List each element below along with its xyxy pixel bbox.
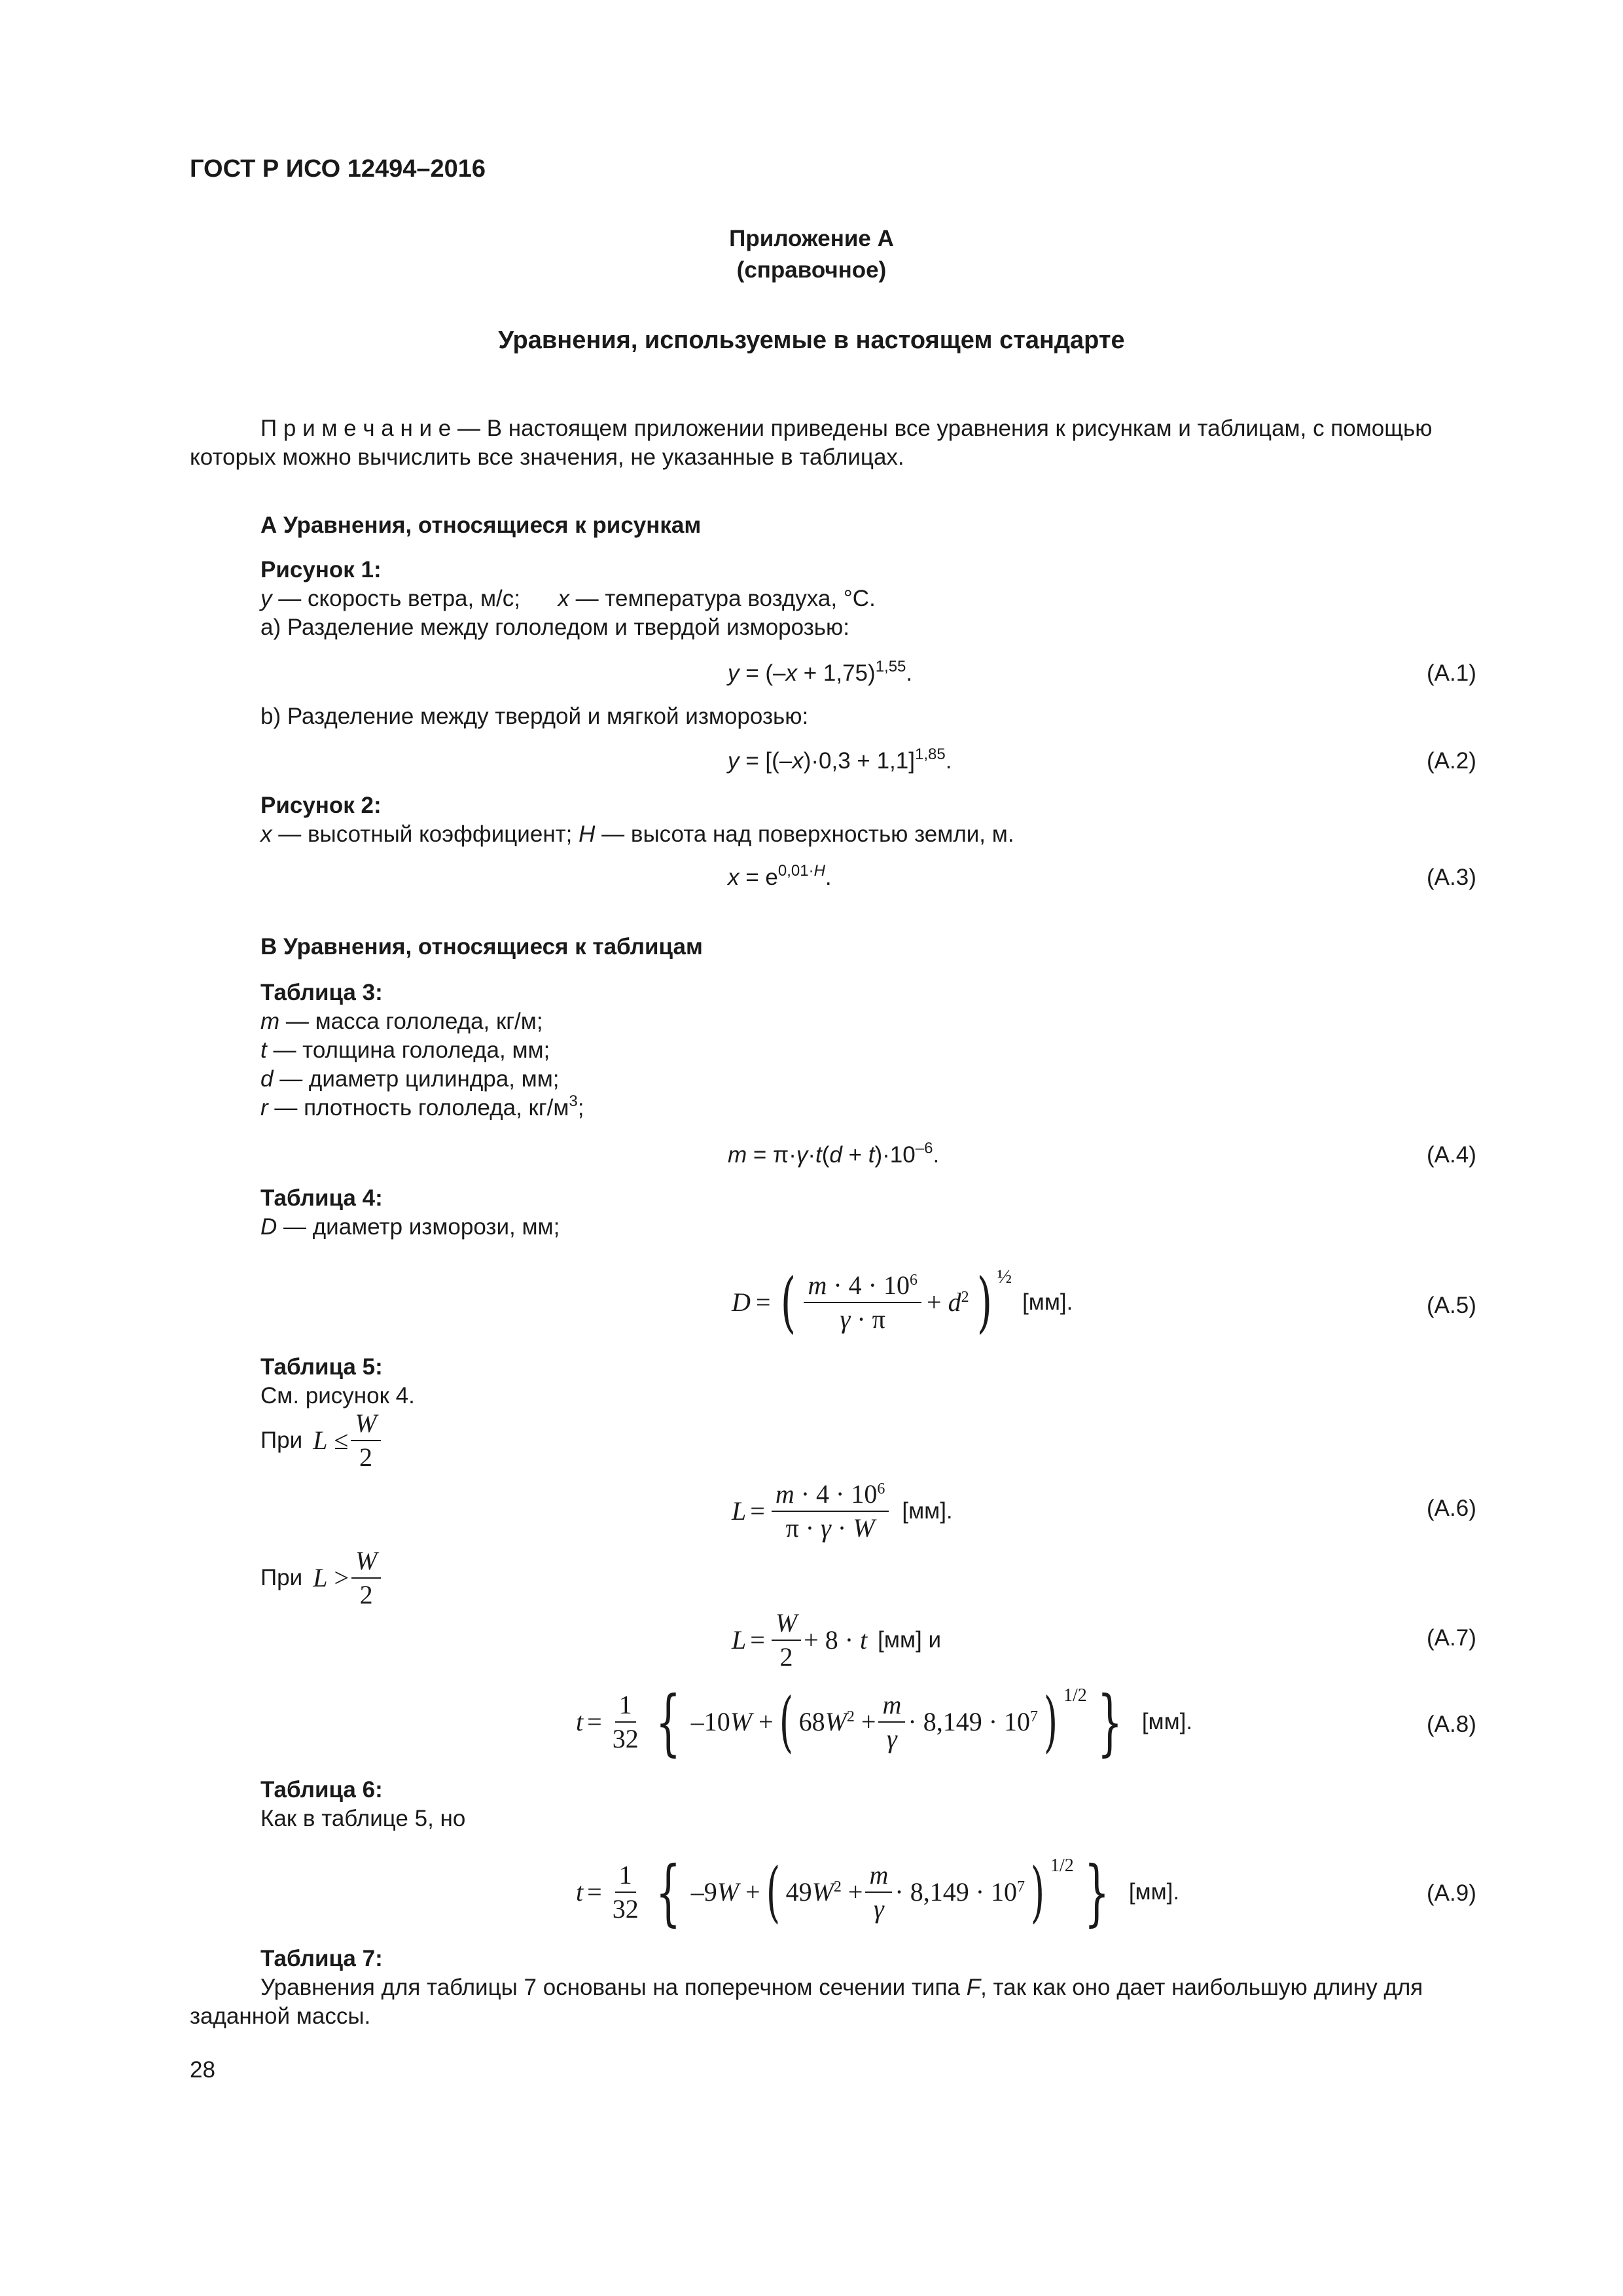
- equation-a8: t = $\frac{1}{32}$ { –10W + ( $68W^2$ + $\frac{m}{\gamma}$ · $8,149 \cdot 10^7$ ) 1/2 } [мм].: [576, 1680, 1193, 1764]
- var-x: x: [260, 821, 272, 847]
- table-4-var-d: D — диаметр изморози, мм;: [260, 1214, 560, 1240]
- table-3-var-d: d — диаметр цилиндра, мм;: [260, 1066, 560, 1092]
- figure-1-variables: [260, 584, 876, 614]
- condition-gt: При L > $\frac{W}{2}$: [260, 1549, 383, 1607]
- page-number: 28: [190, 2057, 215, 2083]
- var-y: y: [260, 586, 272, 611]
- table-6-label: Таблица 6:: [260, 1777, 383, 1803]
- equation-number-a4: (А.4): [1427, 1142, 1476, 1168]
- equation-number-a1: (А.1): [1427, 660, 1476, 686]
- section-a-heading: А Уравнения, относящиеся к рисункам: [260, 512, 702, 538]
- table-3-var-m: m — масса гололеда, кг/м;: [260, 1009, 543, 1034]
- equation-number-a6: (А.6): [1427, 1496, 1476, 1521]
- note-line-2: которых можно вычислить все значения, не указанные в таблицах.: [190, 444, 904, 470]
- figure-2-label: Рисунок 2:: [260, 793, 382, 818]
- equation-a3: $x = e^{0,01\cdot H}$.: [728, 862, 832, 890]
- note-line-1: [260, 414, 1433, 444]
- table-5-see: См. рисунок 4.: [260, 1383, 415, 1408]
- annex-subtitle: (справочное): [736, 257, 887, 283]
- document-code: ГОСТ Р ИСО 12494–2016: [190, 155, 486, 183]
- table-7-text-1: Уравнения для таблицы 7 основаны на поперечном сечении типа F, так как оно дает наибольшую длину для: [260, 1975, 1423, 2000]
- note-text: — В настоящем приложении приведены все уравнения к рисункам и таблицам, с помощью: [451, 416, 1433, 441]
- section-b-heading: В Уравнения, относящиеся к таблицам: [260, 934, 703, 960]
- equation-a7: L = $\frac{W}{2}$ + 8 · t [мм] и: [732, 1608, 942, 1672]
- table-3-label: Таблица 3:: [260, 980, 383, 1005]
- table-3-var-r: r — плотность гололеда, $кг/м^3$;: [260, 1092, 584, 1121]
- equation-a5: D = ( $\frac{m \cdot 4 \cdot 10^6}{\gamma \cdot \pi}$ + $d^2$ ) ½ [мм].: [732, 1264, 1073, 1340]
- desc-x: — высотный коэффициент;: [272, 821, 579, 847]
- equation-number-a7: (А.7): [1427, 1625, 1476, 1651]
- table-4-label: Таблица 4:: [260, 1185, 383, 1211]
- condition-le: При L ≤ $\frac{W}{2}$: [260, 1411, 383, 1470]
- equation-number-a9: (А.9): [1427, 1880, 1476, 1906]
- figure-1-label: Рисунок 1:: [260, 557, 382, 583]
- table-7-text-2: заданной массы.: [190, 2003, 371, 2029]
- desc-x: — температура воздуха, °С.: [569, 586, 876, 611]
- equation-a6: L = $\frac{m \cdot 4 \cdot 10^6}{\pi \cdot \gamma \cdot W}$ [мм].: [732, 1479, 953, 1543]
- var-h: H: [579, 821, 596, 847]
- equation-number-a3: (А.3): [1427, 865, 1476, 890]
- note-label: П р и м е ч а н и е: [260, 416, 452, 441]
- var-x: x: [558, 586, 569, 611]
- desc-y: — скорость ветра, м/с;: [272, 586, 520, 611]
- equation-a1: $y = (-x + 1,75)^{1,55}$.: [728, 658, 913, 686]
- equation-number-a8: (А.8): [1427, 1712, 1476, 1737]
- equation-number-a5: (А.5): [1427, 1293, 1476, 1318]
- figure-1-item-a: a) Разделение между гололедом и твердой изморозью:: [260, 615, 849, 640]
- table-3-var-t: t — толщина гололеда, мм;: [260, 1037, 550, 1063]
- figure-1-item-b: b) Разделение между твердой и мягкой изморозью:: [260, 704, 809, 729]
- equation-a2: $y = [(-x)\cdot 0,3 + 1,1]^{1,85}$.: [728, 745, 952, 774]
- table-5-label: Таблица 5:: [260, 1354, 383, 1380]
- figure-2-variables: [260, 819, 1014, 850]
- table-7-label: Таблица 7:: [260, 1946, 383, 1971]
- table-6-text: Как в таблице 5, но: [260, 1806, 466, 1831]
- desc-h: — высота над поверхностью земли, м.: [595, 821, 1014, 847]
- annex-heading: Уравнения, используемые в настоящем стандарте: [498, 327, 1125, 354]
- annex-title: Приложение А: [729, 226, 894, 251]
- equation-a4: $m = \pi\cdot\gamma\cdot t(d + t)\cdot 10^{-6}$.: [728, 1139, 940, 1168]
- equation-number-a2: (А.2): [1427, 748, 1476, 774]
- equation-a9: t = $\frac{1}{32}$ { –9W + ( $49W^2$ + $\frac{m}{\gamma}$ · $8,149 \cdot 10^7$ ) 1/2 } [мм].: [576, 1850, 1180, 1934]
